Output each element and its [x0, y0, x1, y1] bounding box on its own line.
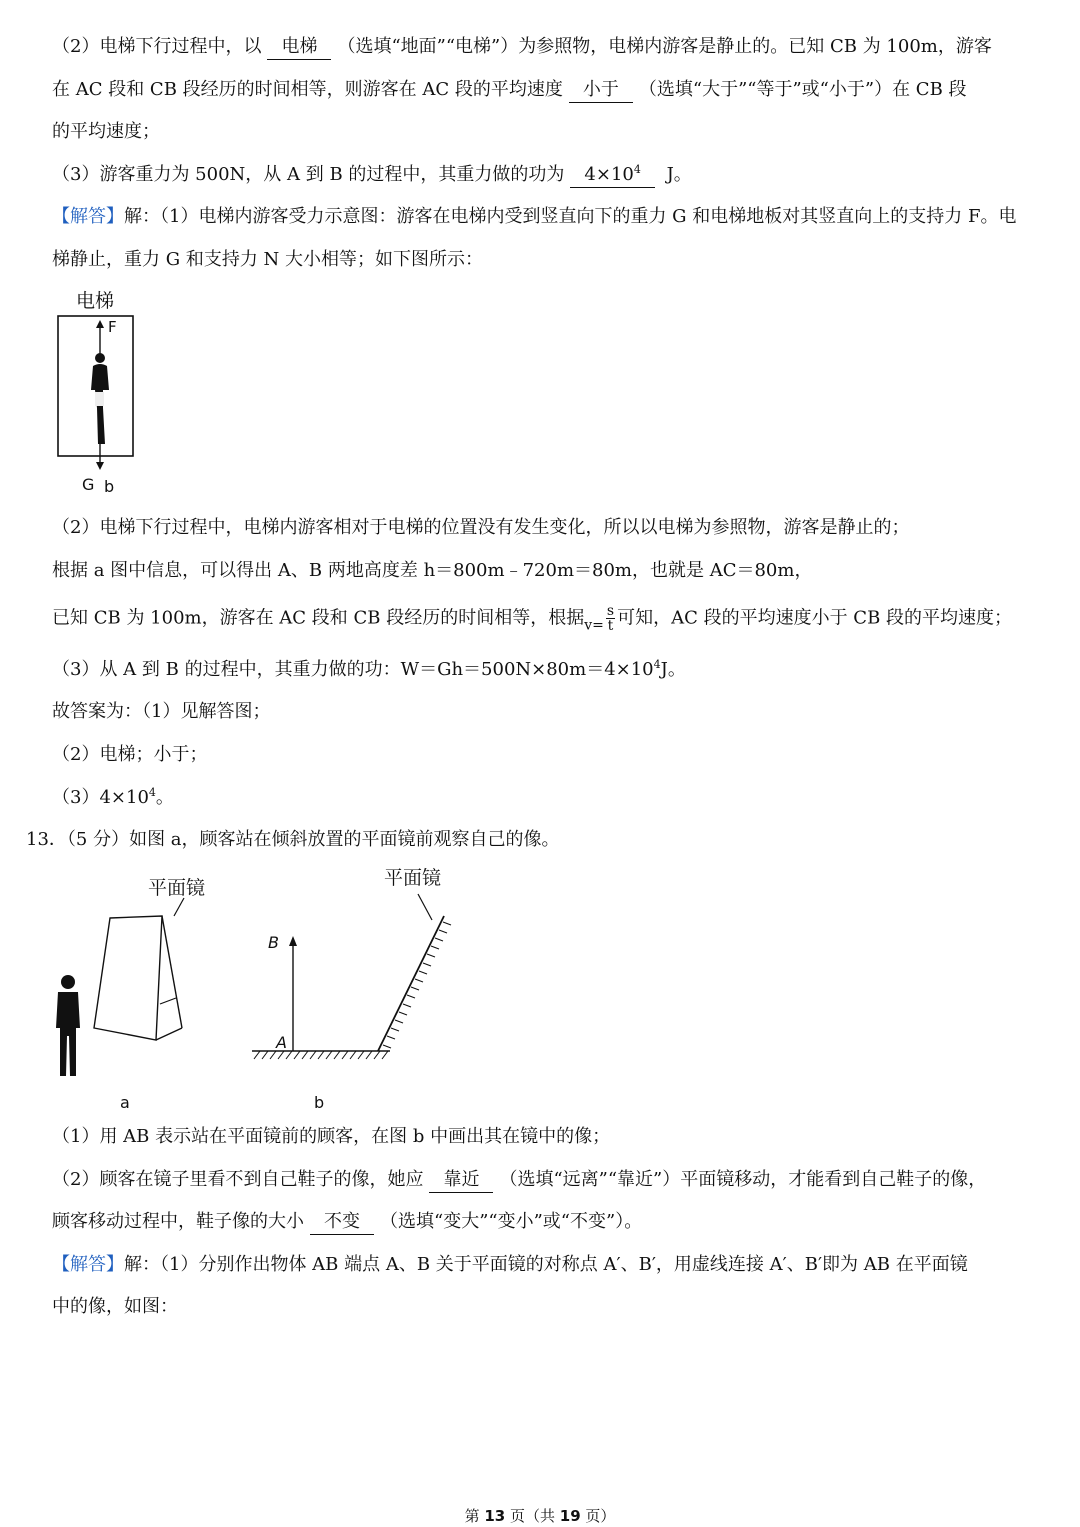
answer-blank: 靠近 — [429, 1168, 493, 1193]
text-span: 。 — [155, 787, 174, 808]
inclined-mirror — [378, 916, 444, 1051]
arrow-head — [289, 936, 297, 946]
fraction-denominator: t — [607, 618, 614, 634]
text-span: 在 AC 段和 CB 段经历的时间相等，则游客在 AC 段的平均速度 — [52, 79, 563, 100]
text-span: （选填“远离”“靠近”）平面镜移动，才能看到自己鞋子的像， — [499, 1169, 987, 1190]
text-span: 第 — [464, 1507, 485, 1525]
arrow-head — [96, 462, 104, 470]
text-line — [52, 604, 1012, 638]
superscript: 4 — [148, 786, 156, 799]
text-line — [52, 35, 992, 60]
text-span: （2）电梯下行过程中，以 — [52, 36, 262, 57]
text-span: 解：（1）分别作出物体 AB 端点 A、B 关于平面镜的对称点 A′、B′，用虚线连接 A′、B′即为 AB 在平面镜 — [124, 1254, 968, 1275]
figure-label-a: a — [120, 1093, 130, 1112]
text-span: （选填“地面”“电梯”）为参照物，电梯内游客是静止的。已知 CB 为 100m，游客 — [337, 36, 992, 57]
text-span: （3）4×10 — [52, 787, 149, 808]
leader-line — [174, 898, 184, 916]
mirror-panel-a — [94, 916, 162, 1040]
text-span: 4×10 — [584, 164, 634, 185]
text-line: 梯静止，重力 G 和支持力 N 大小相等；如下图所示： — [52, 249, 484, 270]
elevator-force-figure — [48, 284, 148, 499]
text-line: 故答案为：（1）见解答图； — [52, 701, 271, 722]
person-icon — [91, 353, 109, 444]
mirror-hatching — [383, 922, 451, 1048]
text-span: 顾客移动过程中，鞋子像的大小 — [52, 1211, 304, 1232]
text-line — [52, 1210, 642, 1235]
text-line — [52, 658, 686, 682]
arrow-head — [96, 320, 104, 328]
answer-blank: 小于 — [569, 78, 633, 103]
fraction-s-over-t — [606, 604, 615, 633]
mirror-figure — [44, 860, 464, 1115]
answer-blank: 电梯 — [267, 35, 331, 60]
superscript: 4 — [633, 163, 641, 176]
mirror-label-b: 平面镜 — [384, 867, 442, 889]
text-line — [52, 1253, 968, 1277]
text-span: 解：（1）电梯内游客受力示意图：游客在电梯内受到竖直向下的重力 G 和电梯地板对其竖直向上的支持力 F。电 — [124, 206, 1017, 227]
text-line: 中的像，如图： — [52, 1296, 178, 1317]
page-total: 19 — [559, 1507, 581, 1525]
mirror-stand — [162, 916, 182, 1028]
text-span: （2）顾客在镜子里看不到自己鞋子的像，她应 — [52, 1169, 424, 1190]
text-span: J。 — [660, 659, 686, 680]
ground-hatching — [254, 1051, 388, 1059]
page-footer — [0, 1505, 1080, 1526]
text-span: （选填“变大”“变小”或“不变”）。 — [380, 1211, 643, 1232]
text-line: （2）电梯下行过程中，电梯内游客相对于电梯的位置没有发生变化，所以以电梯为参照物，游客是静止的； — [52, 517, 910, 538]
text-line: （2）电梯；小于； — [52, 744, 208, 765]
customer-icon — [56, 975, 80, 1076]
text-span: （3）从 A 到 B 的过程中，其重力做的功：W＝Gh＝500N×80m＝4×10 — [52, 659, 654, 680]
text-span: 已知 CB 为 100m，游客在 AC 段和 CB 段经历的时间相等，根据 — [52, 607, 585, 629]
point-a-label: A — [276, 1033, 287, 1052]
page-number: 13 — [484, 1507, 506, 1525]
figure-b-label: b — [104, 477, 115, 496]
mirror-stand — [156, 1028, 182, 1040]
figure-label-b: b — [314, 1093, 325, 1112]
text-line — [52, 163, 692, 188]
mirror-label-a: 平面镜 — [148, 877, 206, 899]
figure-title: 电梯 — [76, 290, 115, 312]
solution-tag: 【解答】 — [52, 206, 124, 227]
text-line: 的平均速度； — [52, 121, 160, 142]
text-span: 页（共 — [505, 1507, 560, 1525]
question-title: 13．（5 分）如图 a，顾客站在倾斜放置的平面镜前观察自己的像。 — [26, 829, 560, 850]
text-line — [52, 205, 1016, 229]
solution-tag: 【解答】 — [52, 1254, 124, 1275]
mirror-stand — [160, 998, 176, 1004]
text-line — [52, 78, 967, 103]
text-span: （选填“大于”“等于”或“小于”）在 CB 段 — [638, 79, 967, 100]
text-span: 页） — [580, 1507, 616, 1525]
text-span: J。 — [660, 164, 692, 185]
force-f-label: F — [108, 318, 117, 336]
answer-blank — [570, 163, 654, 188]
text-span: 可知，AC 段的平均速度小于 CB 段的平均速度； — [617, 607, 1013, 629]
gravity-g-label: G — [82, 475, 95, 494]
answer-blank: 不变 — [310, 1210, 374, 1235]
formula-v: v= — [584, 617, 604, 634]
text-line — [52, 786, 174, 810]
text-line: （1）用 AB 表示站在平面镜前的顾客，在图 b 中画出其在镜中的像； — [52, 1126, 611, 1147]
fraction-numerator: s — [606, 603, 615, 619]
text-line — [52, 1168, 986, 1193]
leader-line — [418, 894, 432, 920]
text-line: 根据 a 图中信息，可以得出 A、B 两地高度差 h＝800m﹣720m＝80m，也就是 AC＝80m， — [52, 560, 813, 581]
superscript: 4 — [653, 658, 661, 671]
text-span: （3）游客重力为 500N，从 A 到 B 的过程中，其重力做的功为 — [52, 164, 565, 185]
point-b-label: B — [268, 933, 279, 952]
